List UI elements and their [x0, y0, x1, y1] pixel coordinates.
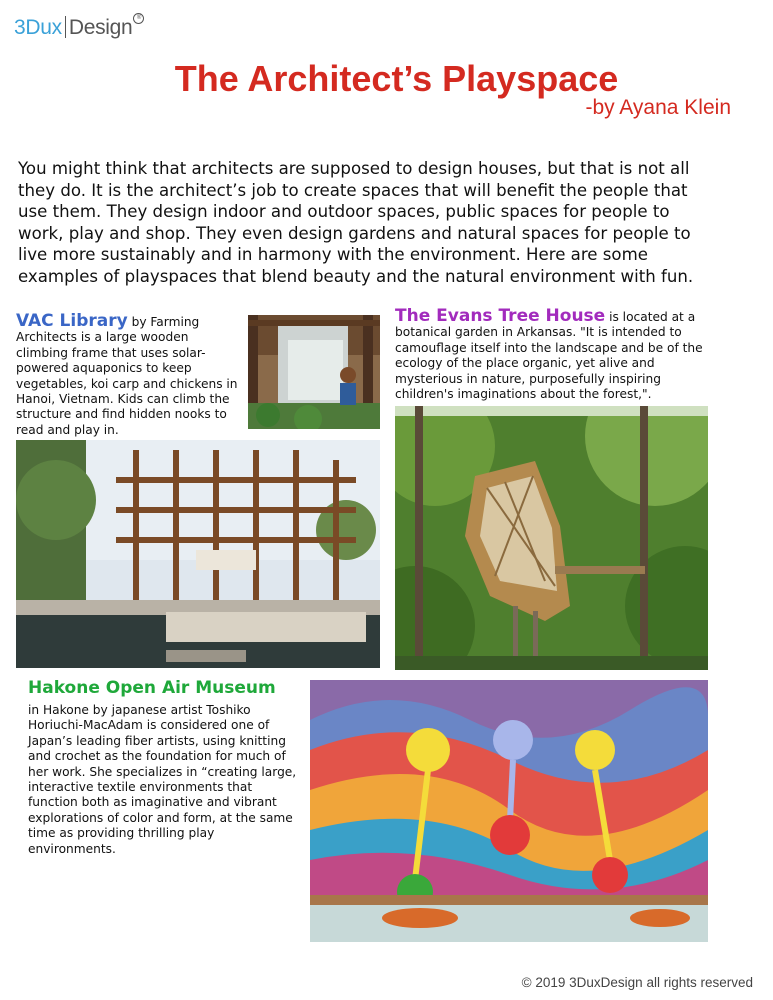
evans-tree-house-description: [395, 306, 710, 402]
evans-tree-house-photo: [395, 406, 708, 670]
vac-library-text: by Farming Architects is a large wooden climbing frame that uses solar-powered aquaponics to keep vegetables, koi carp and chickens in Hanoi, Vietnam. Kids can climb the structure and find hidden nooks to read and play in.: [16, 315, 238, 437]
logo-three: 3: [14, 16, 26, 39]
intro-paragraph: You might think that architects are supposed to design houses, but that is not all they do. It is the architect’s job to create spaces that will benefit the people that use them. They design indoor and outdoor spaces, public spaces for people to work, play and shop. They even design gardens and natural spaces for people to live more sustainably and in harmony with the environment. Here are some examples of playspaces that blend beauty and the natural environment with fun.: [18, 159, 694, 286]
hakone-net-photo: [310, 680, 708, 942]
copyright-footer: © 2019 3DuxDesign all rights reserved: [521, 975, 753, 990]
vac-library-description: [16, 311, 238, 438]
vac-library-photo: [16, 440, 380, 668]
evans-tree-house-text: is located at a botanical garden in Arkansas. "It is intended to camouflage itself into the landscape and be of the ecology of the place organic, yet alive and mysterious in nature, purposefully inspiring children's imaginations about the forest,".: [395, 310, 703, 402]
logo-design: Design: [68, 16, 133, 39]
author-byline: -by Ayana Klein: [585, 96, 731, 119]
evans-tree-house-title: The Evans Tree House: [395, 306, 606, 326]
vac-library-title: VAC Library: [16, 311, 128, 331]
registered-mark: ®: [133, 13, 144, 24]
logo-dux: Dux: [25, 16, 62, 39]
hakone-title: Hakone Open Air Museum: [28, 678, 276, 698]
brand-logo: [14, 15, 141, 40]
vac-nook-photo: [248, 315, 380, 429]
logo-divider: [65, 16, 66, 38]
hakone-text: in Hakone by japanese artist Toshiko Horiuchi-MacAdam is considered one of Japan’s leading fiber artists, using knitting and crochet as the foundation for much of her work. She specializes in “creating large, interactive textile environments that function both as imaginative and vibrant explorations of color and form, at the same time as providing thrilling play environments.: [28, 703, 297, 856]
page-title: The Architect’s Playspace: [174, 58, 619, 99]
